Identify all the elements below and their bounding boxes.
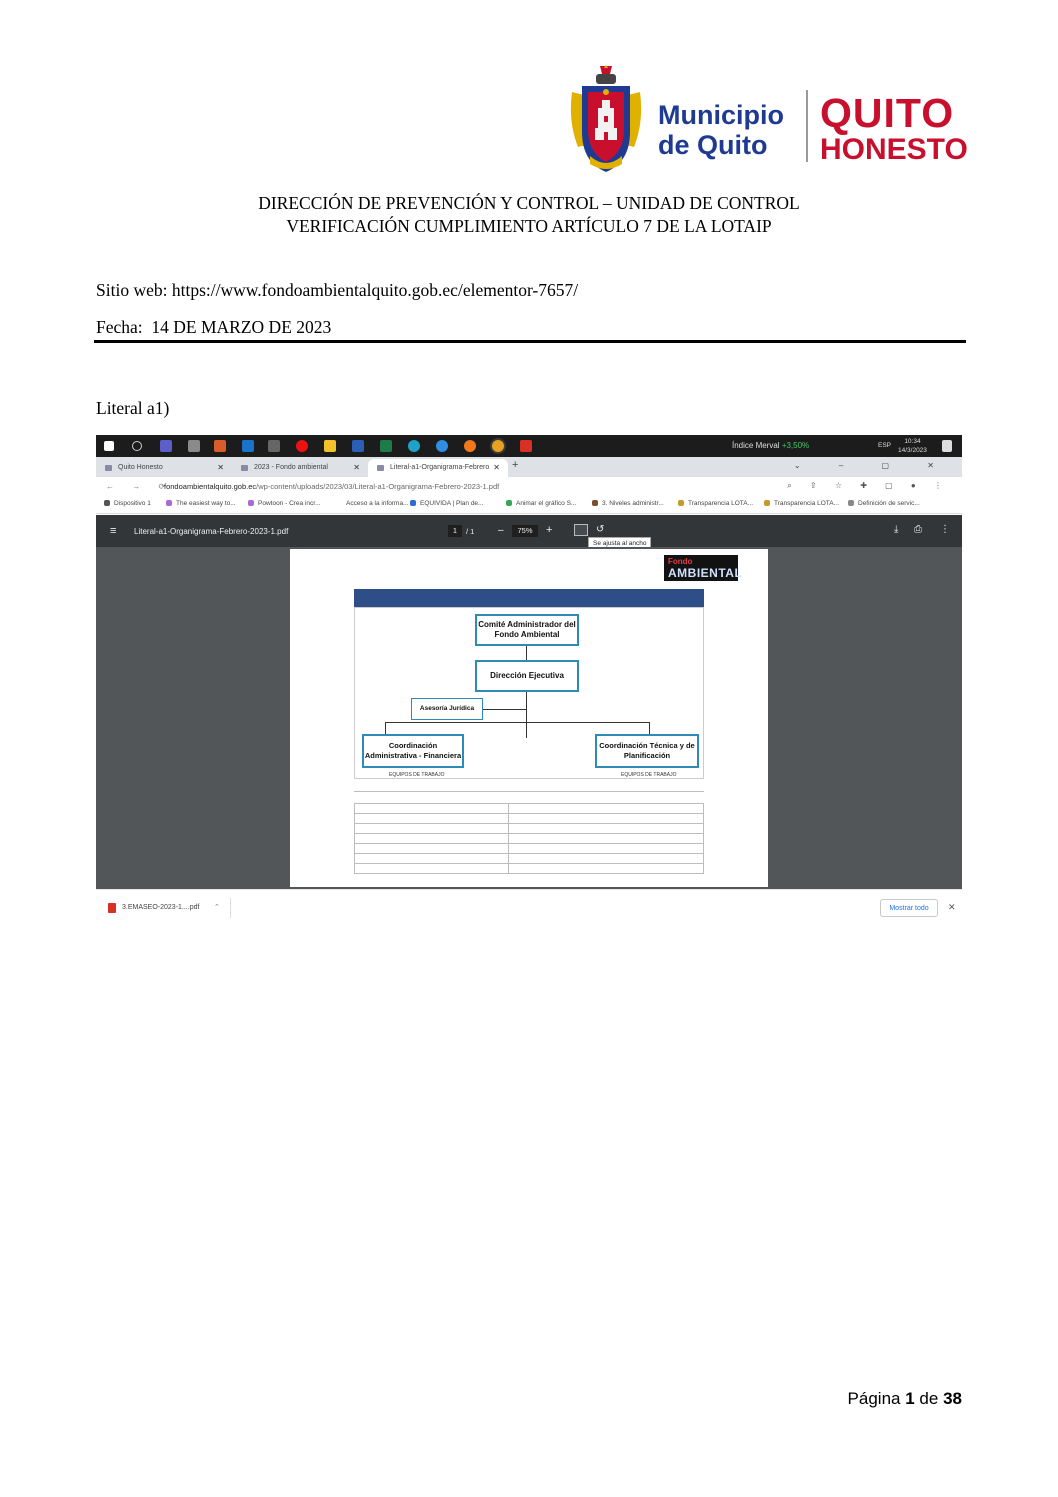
tab-close-icon[interactable]: ✕ xyxy=(217,463,224,472)
stock-widget[interactable] xyxy=(732,441,809,450)
org-box-comite: Comité Administrador del Fondo Ambiental xyxy=(475,614,579,646)
website-url[interactable]: https://www.fondoambientalquito.gob.ec/elementor-7657/ xyxy=(171,280,579,300)
org-chart xyxy=(354,607,704,779)
pdf-viewport[interactable] xyxy=(96,547,962,889)
outlook-icon[interactable] xyxy=(242,440,254,452)
chevron-up-icon[interactable]: ⌃ xyxy=(214,904,220,911)
word-icon[interactable] xyxy=(352,440,364,452)
page-current: 1 xyxy=(905,1389,915,1408)
logo-divider xyxy=(806,90,808,162)
tab-favicon-icon xyxy=(241,465,248,471)
org-connector xyxy=(526,692,527,738)
tab-quito-honesto[interactable] xyxy=(96,459,232,477)
pdf-file-icon xyxy=(108,903,116,913)
firefox-icon[interactable] xyxy=(464,440,476,452)
zoom-in-button[interactable]: + xyxy=(546,524,553,536)
table-rule xyxy=(354,843,704,844)
org-box-coord-tec: Coordinación Técnica y de Planificación xyxy=(595,734,699,768)
table-rule xyxy=(354,853,704,854)
stock-change: +3,50% xyxy=(781,441,810,450)
notifications-icon[interactable] xyxy=(942,440,952,452)
bookmark-item[interactable]: The easiest way to... xyxy=(166,500,236,507)
fondo-logo-line-2: AMBIENTAL xyxy=(668,566,743,580)
org-chart-header-bar xyxy=(354,589,704,607)
zoom-out-button[interactable]: – xyxy=(498,525,504,536)
org-connector xyxy=(483,709,526,710)
bookmark-item[interactable]: Transparencia LOTA... xyxy=(678,500,753,507)
downloads-bar xyxy=(96,889,962,925)
chrome-icon[interactable] xyxy=(492,440,504,452)
bookmark-item[interactable]: Transparencia LOTA... xyxy=(764,500,839,507)
teams-icon[interactable] xyxy=(160,440,172,452)
app-icon[interactable] xyxy=(214,440,226,452)
tab-label: 2023 - Fondo ambiental xyxy=(254,464,328,471)
windows-taskbar xyxy=(96,435,962,457)
fit-to-width-icon[interactable] xyxy=(574,524,588,536)
fondo-logo-line-1: Fondo xyxy=(668,557,693,566)
search-icon[interactable] xyxy=(132,441,142,451)
navigation-icons[interactable]: ← → ⟳ xyxy=(106,482,174,491)
table-rule xyxy=(354,791,704,792)
fondo-ambiental-logo xyxy=(664,555,743,581)
table-rule xyxy=(354,823,704,824)
equipos-caption-left: EQUIPOS DE TRABAJO xyxy=(389,772,445,778)
print-icon[interactable]: ⎙ xyxy=(914,524,922,535)
pdf-file-name: Literal-a1-Organigrama-Febrero-2023-1.pdf xyxy=(134,527,289,536)
tab-favicon-icon xyxy=(105,465,112,471)
bookmark-item[interactable]: 3. Niveles administr... xyxy=(592,500,664,507)
document-title-line-2: VERIFICACIÓN CUMPLIMIENTO ARTÍCULO 7 DE LA LOTAIP xyxy=(286,216,772,236)
document-title-line-1: DIRECCIÓN DE PREVENCIÓN Y CONTROL – UNIDAD DE CONTROL xyxy=(258,193,800,213)
fit-width-tooltip: Se ajusta al ancho xyxy=(588,537,651,550)
windows-start-icon[interactable] xyxy=(104,441,114,451)
downloads-divider xyxy=(230,898,231,918)
excel-icon[interactable] xyxy=(380,440,392,452)
clock-date: 14/3/2023 xyxy=(898,447,927,454)
download-icon[interactable]: ⤓ xyxy=(894,524,899,535)
language-indicator[interactable]: ESP xyxy=(878,442,892,449)
address-bar xyxy=(96,477,962,497)
table-rule xyxy=(354,863,704,864)
table-rule xyxy=(354,833,704,834)
literal-label: Literal a1) xyxy=(96,398,170,418)
bookmark-item[interactable]: Definición de servic... xyxy=(848,500,920,507)
pdf-page-total: / 1 xyxy=(466,527,475,536)
url-path: /wp-content/uploads/2023/03/Literal-a1-Organigrama-Febrero-2023-1.pdf xyxy=(256,482,500,491)
clock-time: 10:34 xyxy=(904,438,921,445)
url-field[interactable] xyxy=(164,482,499,491)
coat-of-arms-icon xyxy=(566,64,646,176)
tab-label: Quito Honesto xyxy=(118,464,163,471)
tab-close-icon[interactable]: ✕ xyxy=(353,463,360,472)
browser-tab-strip xyxy=(96,457,962,477)
toolbar-icons[interactable]: ⌕ ⇪ ☆ ✚ ▢ ● ⋮ xyxy=(787,481,950,490)
page-prefix: Página xyxy=(847,1389,901,1408)
app-icon[interactable] xyxy=(188,440,200,452)
opera-icon[interactable] xyxy=(296,440,308,452)
pdf-page xyxy=(290,549,768,887)
bookmark-item[interactable]: Dispositivo 1 xyxy=(104,500,151,507)
window-controls[interactable]: ⌄ – ▢ ✕ xyxy=(793,461,952,470)
more-options-icon[interactable]: ⋮ xyxy=(940,524,950,535)
bookmarks-bar xyxy=(96,497,962,514)
org-connector xyxy=(385,722,386,734)
menu-icon[interactable]: ≡ xyxy=(110,525,117,537)
website-label: Sitio web: xyxy=(96,280,168,300)
bookmark-item[interactable]: EQUIVIDA | Plan de... xyxy=(410,500,483,507)
browser-screenshot xyxy=(96,435,962,925)
edge-icon[interactable] xyxy=(408,440,420,452)
org-box-direccion: Dirección Ejecutiva xyxy=(475,660,579,692)
info-table xyxy=(354,781,704,873)
acrobat-icon[interactable] xyxy=(520,440,532,452)
tab-label: Literal-a1-Organigrama-Febrero xyxy=(390,464,490,471)
table-rule xyxy=(354,813,704,814)
tab-literal-a1[interactable] xyxy=(368,459,508,477)
close-icon[interactable]: ✕ xyxy=(948,902,956,912)
bookmark-item[interactable]: Animar el gráfico S... xyxy=(506,500,576,507)
header-logo xyxy=(566,64,968,176)
download-file-name[interactable]: 3.EMASEO-2023-1....pdf xyxy=(122,904,200,911)
municipio-logo-text xyxy=(658,100,784,160)
tab-fondo-ambiental[interactable] xyxy=(232,459,368,477)
table-column-rule xyxy=(703,803,704,873)
date-value: 14 DE MARZO DE 2023 xyxy=(151,317,332,337)
page-sep: de xyxy=(919,1389,939,1408)
date-label: Fecha: xyxy=(96,317,143,337)
url-host: fondoambientalquito.gob.ec xyxy=(164,482,257,491)
file-explorer-icon[interactable] xyxy=(324,440,336,452)
table-rule xyxy=(354,873,704,874)
org-box-coord-admin: Coordinación Administrativa - Financiera xyxy=(362,734,464,768)
table-column-rule xyxy=(354,803,355,873)
quito-honesto-logo-text xyxy=(820,92,968,166)
org-connector xyxy=(526,646,527,660)
municipio-line-2: de Quito xyxy=(658,130,768,160)
bookmark-item[interactable]: Acceso a la informa... xyxy=(336,500,409,507)
new-tab-icon[interactable]: + xyxy=(512,459,519,471)
org-box-asesoria: Asesoría Jurídica xyxy=(411,698,483,720)
tab-favicon-icon xyxy=(377,465,384,471)
header-rule xyxy=(94,340,966,343)
table-rule xyxy=(354,803,704,804)
table-column-rule xyxy=(508,803,509,873)
stock-label: Índice Merval xyxy=(732,441,780,450)
rotate-icon[interactable]: ↺ xyxy=(596,524,605,535)
zoom-input[interactable]: 75% xyxy=(512,525,538,537)
bookmark-item[interactable]: Powtoon - Crea incr... xyxy=(248,500,321,507)
equipos-caption-right: EQUIPOS DE TRABAJO xyxy=(621,772,677,778)
date-line xyxy=(96,316,331,338)
show-all-button[interactable]: Mostrar todo xyxy=(880,899,938,917)
org-connector xyxy=(649,722,650,734)
pdf-toolbar xyxy=(96,515,962,547)
website-line xyxy=(96,279,578,301)
taskbar-clock[interactable] xyxy=(898,437,927,455)
page-total: 38 xyxy=(943,1389,962,1408)
tab-close-icon[interactable]: ✕ xyxy=(493,463,500,472)
honesto-line: HONESTO xyxy=(820,133,968,166)
calculator-icon[interactable] xyxy=(268,440,280,452)
internet-explorer-icon[interactable] xyxy=(436,440,448,452)
quito-line: QUITO xyxy=(820,90,955,136)
page-number xyxy=(848,1389,962,1409)
municipio-line-1: Municipio xyxy=(658,100,784,130)
pdf-page-input[interactable]: 1 xyxy=(448,525,462,537)
org-connector xyxy=(385,722,649,723)
